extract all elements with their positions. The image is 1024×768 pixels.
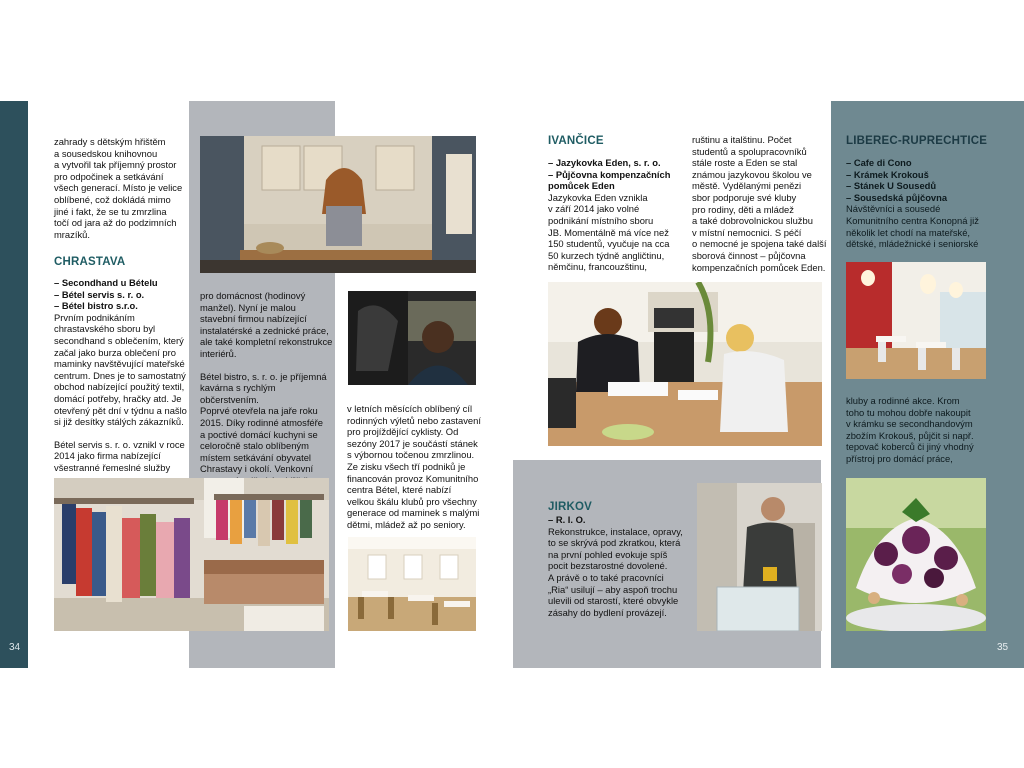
- col3-text: v letních měsících oblíbený cíl rodinných výletů nebo zastavení pro projíždějící cyklisty. Od sezóny 2017 je součástí stánek s výbornou točenou zmrzlinou. Ze zisku všech tří podniků je financován provoz Komunitního centra Bétel, které nabízí velkou škálu klubů pro všechny generace od maminek s malými dětmi, mládež až po seniory.: [347, 403, 481, 530]
- page-number-right: 35: [997, 642, 1009, 653]
- secondhand-shop-photo: [54, 478, 329, 631]
- page-number-left: 34: [9, 642, 21, 653]
- ivancice-text-col2: ruštinu a italštinu. Počet studentů a spolupracovníků stále roste a Eden se stal známou jazykovou školou ve městě. Vydělanými penězi sbor podporuje své kluby pro rodiny, děti a mládež a také dobrovolnickou službu v místní nemocnici. S péčí o nemocné je spojena také další sborová činnost – půjčovna kompenzačních pomůcek Eden.: [692, 134, 827, 273]
- list-item: – Cafe di Cono: [846, 157, 912, 168]
- list-item: – Krámek Krokouš: [846, 168, 929, 180]
- list-item: – Secondhand u Bételu: [54, 277, 158, 288]
- heading-liberec: LIBEREC-RUPRECHTICE: [846, 135, 988, 147]
- liberec-text: – Cafe di Cono – Krámek Krokouš – Stánek U Sousedů – Sousedská půjčovna Návštěvníci a sousedé Komunitního centra Konopná již několik let chodí na mateřské, dětské, mládežnické i seniorské: [846, 157, 996, 250]
- heading-ivancice: IVANČICE: [548, 135, 604, 147]
- ivancice-text-col1: – Jazykovka Eden, s. r. o. – Půjčovna kompenzačních pomůcek Eden Jazykovka Eden vznikla v září 2014 jako volné podnikání místního sboru JB. Momentálně má více než 150 studentů, vyučuje na cca 50 kurzech týdně angličtinu, němčinu, francouzštinu,: [548, 157, 688, 273]
- cafe-interior-photo: [348, 537, 476, 631]
- list-item: – Sousedská půjčovna: [846, 191, 948, 203]
- jirkov-text: – R. I. O. Rekonstrukce, instalace, opravy, to se skrývá pod zkratkou, která na první pohled evokuje spíš pocit bezstarostné dovolené. A právě o to také pracovníci „Ria“ usilují – aby aspoň trochu ulevili od starostí, které obvykle zásahy do bydlení provázejí.: [548, 514, 688, 618]
- list-item: – Bétel servis s. r. o.: [54, 288, 145, 300]
- list-item: – R. I. O.: [548, 514, 586, 525]
- list-item: – Bétel bistro s.r.o.: [54, 300, 138, 312]
- language-school-photo: [548, 282, 822, 446]
- dessert-photo: [846, 478, 986, 631]
- list-item: – Jazykovka Eden, s. r. o.: [548, 157, 661, 168]
- restaurant-photo: [846, 262, 986, 379]
- kiosk-photo: [200, 136, 476, 273]
- heading-chrastava: CHRASTAVA: [54, 256, 126, 268]
- col1-intro-text: zahrady s dětským hřištěm a sousedskou knihovnou a vytvořil tak příjemný prostor pro odpočinek a setkávání všech generací. Místo je velice oblíbené, což dokládá mimo jiné i fakt, že se tu zmrzlina točí od jara až do podzimních mrazíků.: [54, 136, 183, 240]
- heading-jirkov: JIRKOV: [548, 501, 593, 513]
- list-item: – Půjčovna kompenzačních: [548, 168, 671, 180]
- list-item: – Stánek U Sousedů: [846, 180, 937, 192]
- chrastava-text: – Secondhand u Bételu – Bétel servis s. r. o. – Bétel bistro s.r.o. Prvním podnikáním chrastavského sboru byl secondhand s oblečením, který začal jako burza oblečení pro maminky navštěvující mateřské centrum. Dnes je to samostatný obchod nabízející použitý textil, domácí potřeby, hračky atd. Je otevřený pět dní v týdnu a našlo si již desítky stálých zákazníků. Bétel servis s. r. o. vznikl v roce 2014 jako firma nabízející všestranné řemeslné služby: [54, 277, 189, 474]
- man-portrait-photo: [348, 291, 476, 385]
- worker-photo: [697, 483, 822, 631]
- liberec-text-2: kluby a rodinné akce. Krom toho tu mohou dobře nakoupit v krámku se secondhandovým zbožím Krokouš, půjčit si např. tepovač koberců či jiný vhodný přístroj pro domácí práce,: [846, 395, 974, 464]
- list-item: pomůcek Eden: [548, 180, 615, 192]
- left-dark-strip: [0, 101, 28, 668]
- col2-text: pro domácnost (hodinový manžel). Nyní je malou stavební firmou nabízející instalatérské a zednické práce, ale také kompletní rekonstrukce interiérů. Bétel bistro, s. r. o. je příjemná kavárna s rychlým občerstvením. Poprvé otevřela na jaře roku 2015. Díky rodinné atmosféře a poctivé domácí kuchyni se celoročně stalo oblíbeným místem setkávání obyvatel Chrastavy i okolí. Venkovní: [200, 290, 333, 475]
